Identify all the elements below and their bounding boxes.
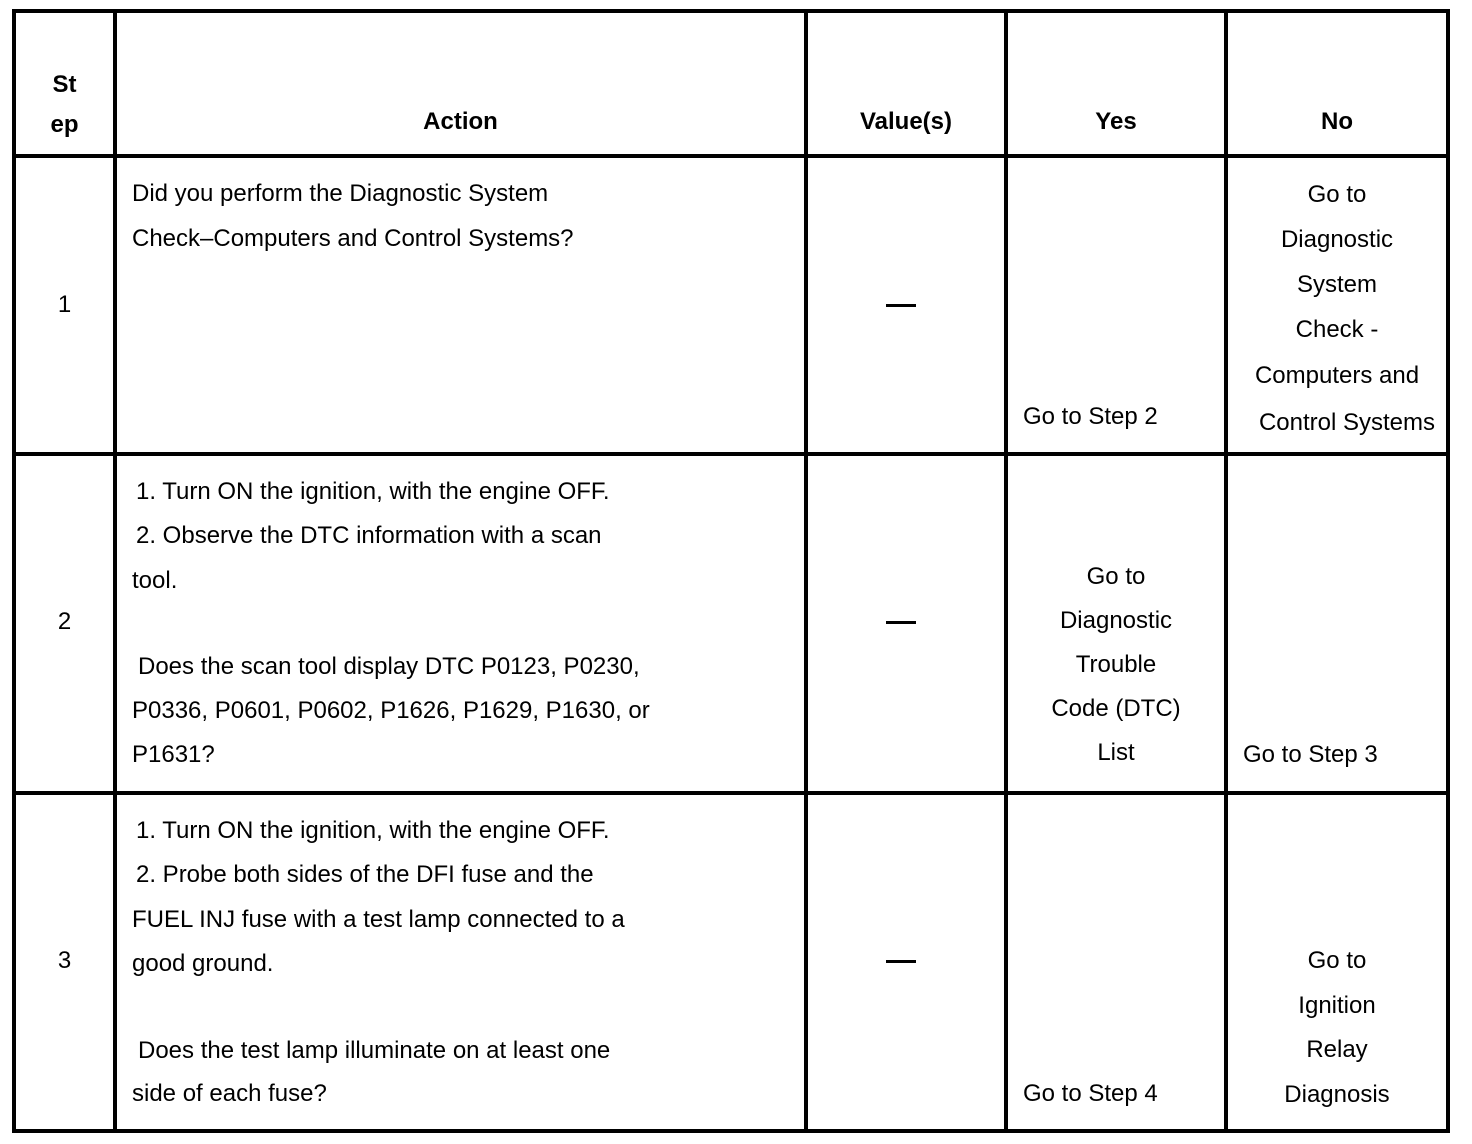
no-text: Go to Step 3 [1243, 741, 1378, 768]
yes-text: Go to Diagnostic Trouble Code (DTC) List [1051, 563, 1181, 766]
action-text: 1. Turn ON the ignition, with the engine OFF. [136, 817, 610, 844]
step-number: 1 [57, 291, 72, 318]
header-no: No [1321, 108, 1353, 135]
value-dash [886, 304, 916, 307]
action-text: 2. Observe the DTC information with a scan [136, 522, 602, 549]
yes-text: Go to Step 4 [1023, 1080, 1158, 1107]
action-text: Did you perform the Diagnostic System [132, 180, 549, 207]
action-text: 1. Turn ON the ignition, with the engine OFF. [136, 478, 610, 505]
action-text: Does the scan tool display DTC P0123, P0230, [138, 653, 640, 680]
grid-line [12, 9, 1450, 13]
header-step-line1: St [52, 71, 77, 98]
action-text: 2. Probe both sides of the DFI fuse and the [136, 861, 594, 888]
action-text: FUEL INJ fuse with a test lamp connected to a [132, 906, 625, 933]
grid-line [804, 9, 808, 1133]
action-text: Does the test lamp illuminate on at least one [138, 1037, 611, 1064]
no-text: Go to Ignition Relay Diagnosis [1284, 947, 1390, 1108]
header-step-line2: ep [50, 111, 79, 138]
grid-line [12, 1129, 1450, 1133]
value-dash [886, 621, 916, 624]
grid-line [12, 452, 1450, 456]
action-text: P1631? [132, 741, 215, 768]
grid-line [113, 9, 117, 1133]
grid-line [12, 154, 1450, 158]
no-text: Go to Diagnostic System Check - Computers and Control Systems [1254, 181, 1436, 436]
action-text: Check–Computers and Control Systems? [132, 225, 574, 252]
step-number: 2 [57, 608, 72, 635]
header-yes: Yes [1095, 108, 1137, 135]
value-dash [886, 960, 916, 963]
action-text: tool. [132, 567, 178, 594]
action-text: good ground. [132, 950, 274, 977]
action-text: side of each fuse? [132, 1080, 327, 1107]
grid-line [12, 791, 1450, 795]
header-action: Action [423, 108, 498, 135]
diagnostic-table [12, 9, 1450, 1133]
header-step [16, 65, 113, 145]
grid-line [1446, 9, 1450, 1133]
action-text: P0336, P0601, P0602, P1626, P1629, P1630, or [132, 697, 650, 724]
step-number: 3 [57, 947, 72, 974]
yes-text: Go to Step 2 [1023, 403, 1158, 430]
header-values: Value(s) [859, 108, 953, 135]
